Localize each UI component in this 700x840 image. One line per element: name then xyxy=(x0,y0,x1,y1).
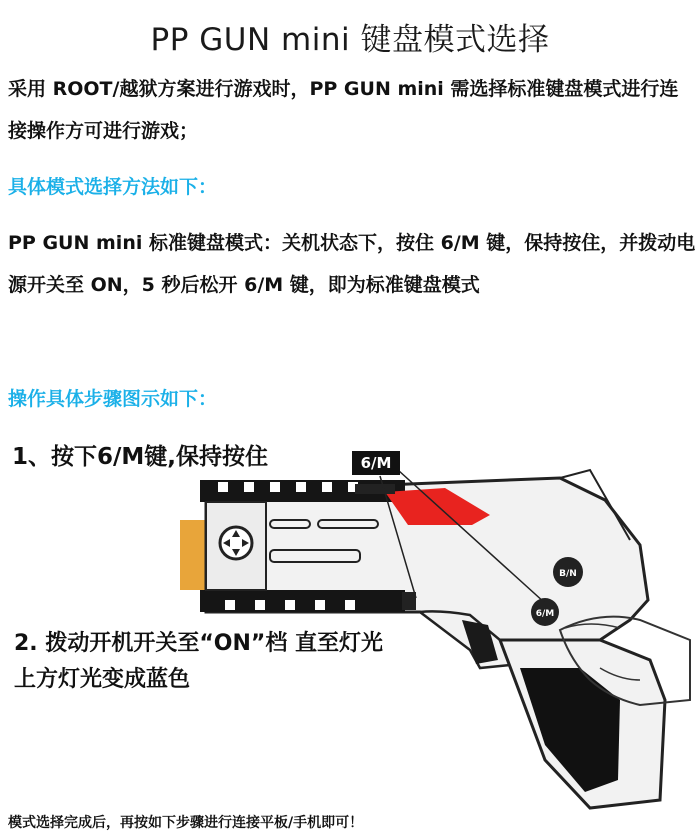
method-paragraph: PP GUN mini 标准键盘模式：关机状态下，按住 6/M 键，保持按住，并拨动电源开关至 ON，5 秒后松开 6/M 键，即为标准键盘模式 xyxy=(8,232,696,296)
method-heading: 具体模式选择方法如下： xyxy=(8,176,218,198)
intro-paragraph: 采用 ROOT/越狱方案进行游戏时，PP GUN mini 需选择标准键盘模式进行连接操作方可进行游戏； xyxy=(8,78,679,142)
6m-key-badge: 6/M xyxy=(352,451,400,475)
footer-note: 模式选择完成后，再按如下步骤进行连接平板/手机即可！ xyxy=(8,815,364,831)
step1-label: 1、按下6/M键,保持按住 xyxy=(12,444,269,470)
step2-label: 2. 拨动开机开关至“ON”档 直至灯光上方灯光变成蓝色 xyxy=(14,631,384,692)
page-title: PP GUN mini 键盘模式选择 xyxy=(150,22,550,58)
power-switch xyxy=(402,592,416,610)
svg-text:6/M: 6/M xyxy=(535,609,555,619)
svg-text:B/N: B/N xyxy=(559,569,577,579)
steps-heading: 操作具体步骤图示如下： xyxy=(8,388,218,410)
